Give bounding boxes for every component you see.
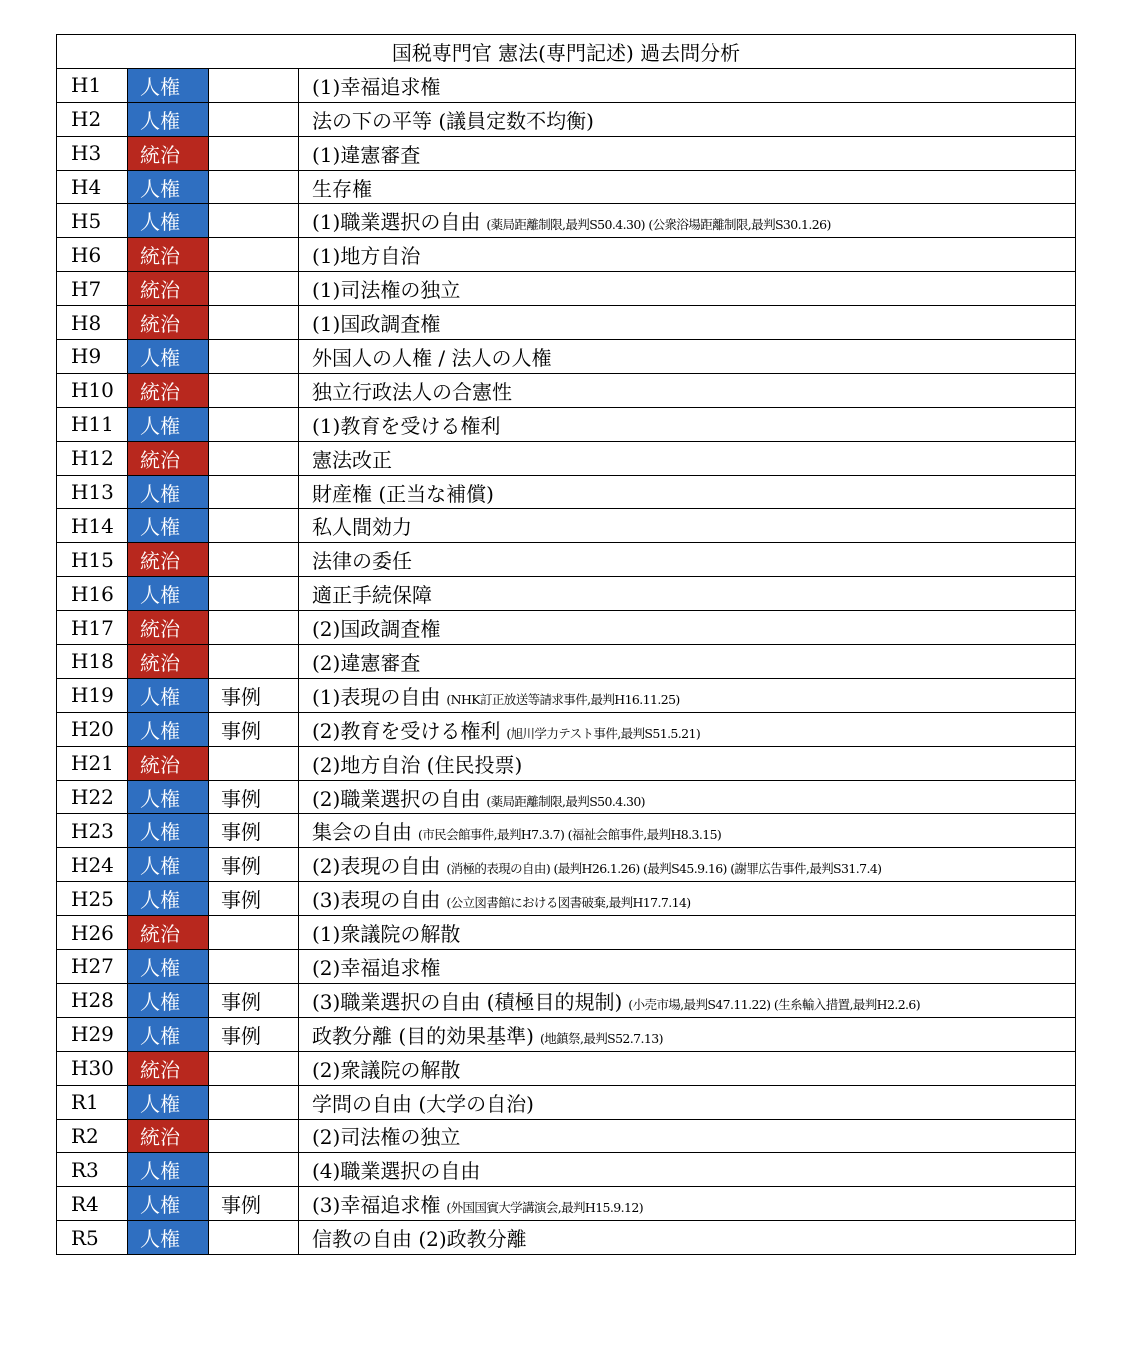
topic-cell [299, 441, 1076, 475]
category-cell: 人権 [128, 204, 209, 238]
topic-text: 憲法改正 [312, 447, 392, 472]
category-cell: 統治 [128, 136, 209, 170]
topic-cell [299, 68, 1076, 102]
exam-analysis-table [56, 34, 1076, 1255]
topic-text: (2)幸福追求権 [312, 955, 441, 980]
topic-cell [299, 1017, 1076, 1051]
category-cell: 人権 [128, 712, 209, 746]
topic-text: (3)職業選択の自由 (積極目的規制) [312, 989, 623, 1014]
table-row [57, 746, 1076, 780]
table-row [57, 577, 1076, 611]
topic-cell [299, 645, 1076, 679]
case-type-cell: 事例 [209, 712, 299, 746]
year-cell: R2 [57, 1119, 128, 1153]
category-cell: 統治 [128, 1119, 209, 1153]
year-cell: H16 [57, 577, 128, 611]
category-cell: 人権 [128, 882, 209, 916]
category-cell: 人権 [128, 407, 209, 441]
year-cell: H2 [57, 102, 128, 136]
category-cell: 人権 [128, 950, 209, 984]
case-type-cell [209, 136, 299, 170]
case-type-cell: 事例 [209, 814, 299, 848]
table-row [57, 238, 1076, 272]
case-reference-note: (市民会館事件,最判H7.3.7) (福祉会館事件,最判H8.3.15) [418, 827, 722, 843]
case-type-cell [209, 475, 299, 509]
year-cell: H28 [57, 983, 128, 1017]
table-row [57, 170, 1076, 204]
table-row [57, 916, 1076, 950]
year-cell: H3 [57, 136, 128, 170]
category-cell: 人権 [128, 780, 209, 814]
year-cell: R1 [57, 1085, 128, 1119]
topic-cell [299, 373, 1076, 407]
table-row [57, 780, 1076, 814]
year-cell: H25 [57, 882, 128, 916]
case-type-cell [209, 611, 299, 645]
case-type-cell [209, 68, 299, 102]
category-cell: 人権 [128, 1153, 209, 1187]
topic-text: 法律の委任 [312, 549, 412, 574]
topic-text: (1)地方自治 [312, 244, 421, 269]
case-type-cell [209, 272, 299, 306]
category-cell: 統治 [128, 916, 209, 950]
topic-cell [299, 577, 1076, 611]
year-cell: H13 [57, 475, 128, 509]
table-row [57, 882, 1076, 916]
table-row [57, 1153, 1076, 1187]
category-cell: 人権 [128, 1221, 209, 1255]
table-row [57, 340, 1076, 374]
topic-cell [299, 204, 1076, 238]
case-type-cell [209, 543, 299, 577]
table-row [57, 1221, 1076, 1255]
year-cell: H7 [57, 272, 128, 306]
table-row [57, 373, 1076, 407]
topic-cell [299, 1119, 1076, 1153]
topic-cell [299, 272, 1076, 306]
case-reference-note: (薬局距離制限,最判S50.4.30) [486, 793, 645, 809]
case-type-cell: 事例 [209, 678, 299, 712]
category-cell: 統治 [128, 543, 209, 577]
year-cell: H22 [57, 780, 128, 814]
table-row [57, 1051, 1076, 1085]
table-row [57, 611, 1076, 645]
year-cell: H14 [57, 509, 128, 543]
topic-cell [299, 1085, 1076, 1119]
topic-cell [299, 712, 1076, 746]
case-reference-note: (地鎮祭,最判S52.7.13) [539, 1030, 663, 1046]
topic-cell [299, 407, 1076, 441]
table-row [57, 1119, 1076, 1153]
topic-text: 政教分離 (目的効果基準) [312, 1023, 534, 1048]
case-reference-note: (NHK訂正放送等請求事件,最判H16.11.25) [446, 691, 680, 707]
year-cell: H23 [57, 814, 128, 848]
year-cell: H1 [57, 68, 128, 102]
topic-cell [299, 238, 1076, 272]
topic-cell [299, 1153, 1076, 1187]
case-type-cell [209, 916, 299, 950]
topic-text: (1)国政調査権 [312, 312, 441, 337]
year-cell: R5 [57, 1221, 128, 1255]
category-cell: 人権 [128, 475, 209, 509]
case-reference-note: (旭川学力テスト事件,最判S51.5.21) [506, 725, 701, 741]
category-cell: 人権 [128, 678, 209, 712]
topic-text: (2)表現の自由 [312, 854, 441, 879]
topic-text: (2)地方自治 (住民投票) [312, 752, 523, 777]
topic-text: 適正手続保障 [312, 583, 432, 608]
year-cell: R4 [57, 1187, 128, 1221]
topic-text: 学問の自由 (大学の自治) [312, 1091, 534, 1116]
year-cell: H4 [57, 170, 128, 204]
topic-cell [299, 475, 1076, 509]
year-cell: H12 [57, 441, 128, 475]
table-row [57, 983, 1076, 1017]
case-type-cell [209, 238, 299, 272]
case-type-cell [209, 204, 299, 238]
table-body [57, 68, 1076, 1254]
case-reference-note: (外国国賓大学講演会,最判H15.9.12) [446, 1200, 643, 1216]
topic-cell [299, 340, 1076, 374]
topic-text: 外国人の人権 / 法人の人権 [312, 345, 552, 370]
topic-cell [299, 916, 1076, 950]
case-type-cell [209, 1119, 299, 1153]
case-reference-note: (小売市場,最判S47.11.22) (生糸輸入措置,最判H2.2.6) [628, 996, 921, 1012]
topic-text: 信教の自由 (2)政教分離 [312, 1227, 527, 1252]
case-reference-note: (消極的表現の自由) (最判H26.1.26) (最判S45.9.16) (謝罪広告事件,最判S31.7.4) [446, 861, 882, 877]
year-cell: H11 [57, 407, 128, 441]
case-type-cell [209, 509, 299, 543]
category-cell: 統治 [128, 306, 209, 340]
topic-cell [299, 170, 1076, 204]
year-cell: H21 [57, 746, 128, 780]
topic-text: (2)違憲審査 [312, 650, 421, 675]
case-type-cell: 事例 [209, 882, 299, 916]
category-cell: 統治 [128, 611, 209, 645]
table-row [57, 1085, 1076, 1119]
topic-cell [299, 611, 1076, 645]
topic-text: 集会の自由 [312, 820, 412, 845]
case-type-cell [209, 170, 299, 204]
category-cell: 人権 [128, 983, 209, 1017]
topic-text: 法の下の平等 (議員定数不均衡) [312, 108, 594, 133]
table-row [57, 407, 1076, 441]
table-row [57, 1017, 1076, 1051]
topic-text: (2)職業選択の自由 [312, 786, 481, 811]
year-cell: H20 [57, 712, 128, 746]
case-type-cell [209, 102, 299, 136]
category-cell: 統治 [128, 272, 209, 306]
category-cell: 人権 [128, 577, 209, 611]
case-type-cell [209, 306, 299, 340]
year-cell: H27 [57, 950, 128, 984]
topic-text: 独立行政法人の合憲性 [312, 379, 512, 404]
category-cell: 統治 [128, 746, 209, 780]
year-cell: H26 [57, 916, 128, 950]
year-cell: H29 [57, 1017, 128, 1051]
case-type-cell: 事例 [209, 1187, 299, 1221]
category-cell: 人権 [128, 848, 209, 882]
year-cell: H17 [57, 611, 128, 645]
case-type-cell [209, 1051, 299, 1085]
year-cell: H8 [57, 306, 128, 340]
category-cell: 統治 [128, 441, 209, 475]
case-type-cell [209, 950, 299, 984]
table-row [57, 814, 1076, 848]
category-cell: 人権 [128, 509, 209, 543]
category-cell: 統治 [128, 373, 209, 407]
topic-cell [299, 1221, 1076, 1255]
topic-cell [299, 136, 1076, 170]
year-cell: H15 [57, 543, 128, 577]
case-type-cell [209, 441, 299, 475]
table-title: 国税専門官 憲法(専門記述) 過去問分析 [57, 35, 1076, 69]
topic-cell [299, 509, 1076, 543]
case-type-cell: 事例 [209, 1017, 299, 1051]
topic-cell [299, 1187, 1076, 1221]
case-type-cell: 事例 [209, 780, 299, 814]
topic-cell [299, 882, 1076, 916]
topic-text: (1)司法権の独立 [312, 278, 461, 303]
year-cell: H9 [57, 340, 128, 374]
topic-cell [299, 814, 1076, 848]
table-row [57, 645, 1076, 679]
topic-text: (4)職業選択の自由 [312, 1159, 481, 1184]
table-row [57, 102, 1076, 136]
case-type-cell [209, 746, 299, 780]
topic-text: 財産権 (正当な補償) [312, 481, 494, 506]
year-cell: H30 [57, 1051, 128, 1085]
category-cell: 人権 [128, 814, 209, 848]
case-type-cell: 事例 [209, 848, 299, 882]
case-type-cell [209, 1153, 299, 1187]
topic-text: (2)司法権の独立 [312, 1125, 461, 1150]
case-type-cell [209, 340, 299, 374]
table-row [57, 848, 1076, 882]
case-reference-note: (公立図書館における図書破棄,最判H17.7.14) [446, 895, 691, 911]
table-row [57, 950, 1076, 984]
title-row [57, 35, 1076, 69]
case-type-cell [209, 577, 299, 611]
topic-cell [299, 543, 1076, 577]
table-row [57, 306, 1076, 340]
category-cell: 人権 [128, 68, 209, 102]
table-row [57, 272, 1076, 306]
category-cell: 人権 [128, 1085, 209, 1119]
table-row [57, 204, 1076, 238]
category-cell: 人権 [128, 1017, 209, 1051]
table-row [57, 68, 1076, 102]
category-cell: 統治 [128, 1051, 209, 1085]
case-type-cell [209, 1085, 299, 1119]
category-cell: 統治 [128, 238, 209, 272]
case-reference-note: (薬局距離制限,最判S50.4.30) (公衆浴場距離制限,最判S30.1.26) [486, 217, 831, 233]
case-type-cell [209, 1221, 299, 1255]
table-row [57, 441, 1076, 475]
case-type-cell: 事例 [209, 983, 299, 1017]
topic-text: (1)教育を受ける権利 [312, 413, 501, 438]
category-cell: 人権 [128, 340, 209, 374]
topic-cell [299, 950, 1076, 984]
year-cell: R3 [57, 1153, 128, 1187]
case-type-cell [209, 407, 299, 441]
topic-cell [299, 983, 1076, 1017]
topic-cell [299, 848, 1076, 882]
year-cell: H24 [57, 848, 128, 882]
year-cell: H18 [57, 645, 128, 679]
topic-text: (2)国政調査権 [312, 617, 441, 642]
topic-text: (1)違憲審査 [312, 142, 421, 167]
topic-text: 生存権 [312, 176, 372, 201]
table-row [57, 136, 1076, 170]
category-cell: 人権 [128, 170, 209, 204]
topic-text: (3)幸福追求権 [312, 1193, 441, 1218]
year-cell: H6 [57, 238, 128, 272]
topic-text: 私人間効力 [312, 515, 412, 540]
topic-text: (2)教育を受ける権利 [312, 718, 501, 743]
topic-cell [299, 1051, 1076, 1085]
year-cell: H5 [57, 204, 128, 238]
table-row [57, 475, 1076, 509]
table-row [57, 678, 1076, 712]
table-row [57, 543, 1076, 577]
year-cell: H10 [57, 373, 128, 407]
topic-text: (1)衆議院の解散 [312, 922, 461, 947]
table-row [57, 509, 1076, 543]
topic-text: (2)衆議院の解散 [312, 1057, 461, 1082]
topic-text: (1)幸福追求権 [312, 74, 441, 99]
category-cell: 人権 [128, 1187, 209, 1221]
topic-text: (1)表現の自由 [312, 684, 441, 709]
table-row [57, 712, 1076, 746]
case-type-cell [209, 645, 299, 679]
category-cell: 統治 [128, 645, 209, 679]
topic-cell [299, 746, 1076, 780]
table-row [57, 1187, 1076, 1221]
topic-cell [299, 678, 1076, 712]
topic-cell [299, 306, 1076, 340]
topic-text: (1)職業選択の自由 [312, 210, 481, 235]
topic-text: (3)表現の自由 [312, 888, 441, 913]
topic-cell [299, 102, 1076, 136]
case-type-cell [209, 373, 299, 407]
year-cell: H19 [57, 678, 128, 712]
category-cell: 人権 [128, 102, 209, 136]
topic-cell [299, 780, 1076, 814]
